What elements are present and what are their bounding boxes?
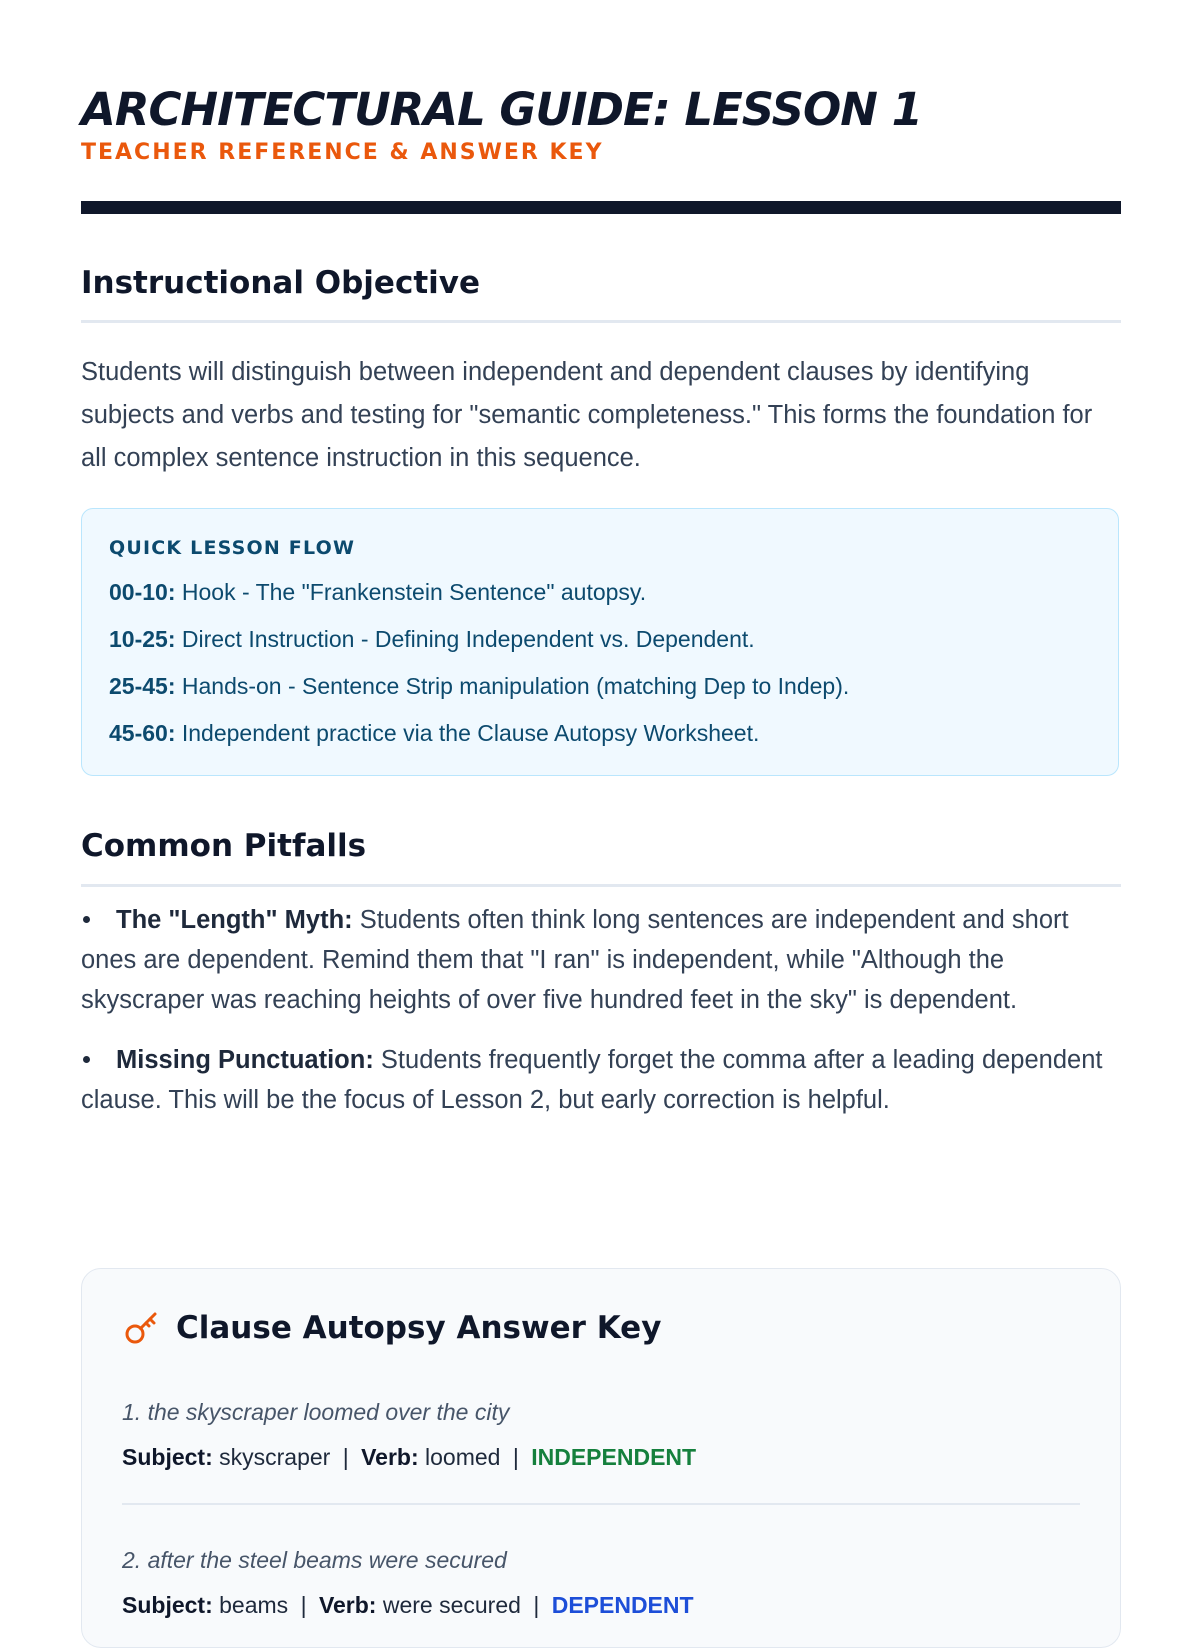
verb-label: Verb: bbox=[318, 1592, 377, 1618]
lesson-flow-text: Independent practice via the Clause Autopsy Worksheet. bbox=[181, 720, 760, 746]
list-item bbox=[81, 1040, 1121, 1120]
list-item bbox=[81, 900, 1121, 1020]
lesson-flow-item bbox=[109, 673, 849, 700]
pitfalls-divider bbox=[81, 884, 1121, 887]
answer-item bbox=[122, 1399, 1080, 1471]
separator: | bbox=[300, 1592, 307, 1618]
answer-key-card bbox=[81, 1268, 1121, 1648]
header-divider bbox=[81, 201, 1121, 214]
pitfalls-list bbox=[81, 900, 1121, 1140]
lesson-flow-item bbox=[109, 720, 759, 747]
pitfall-text: Students frequently forget the comma after a leading dependent clause. This will be the focus of Lesson 2, but early correction is helpful. bbox=[81, 1046, 1103, 1114]
bullet-icon bbox=[83, 916, 90, 923]
subject-value: beams bbox=[219, 1592, 289, 1618]
answer-item bbox=[122, 1547, 1080, 1619]
lesson-flow-time: 25-45: bbox=[109, 673, 176, 699]
answer-analysis bbox=[122, 1592, 1080, 1619]
subject-value: skyscraper bbox=[219, 1444, 331, 1470]
pitfall-term: Missing Punctuation: bbox=[116, 1046, 374, 1074]
lesson-flow-text: Direct Instruction - Defining Independent vs. Dependent. bbox=[181, 626, 755, 652]
objective-text: Students will distinguish between independent and dependent clauses by identifying subjects and verbs and testing for "semantic completeness." This forms the foundation for all complex sentence instruction in this sequence. bbox=[81, 358, 1093, 472]
lesson-flow-box bbox=[81, 508, 1119, 776]
separator: | bbox=[533, 1592, 540, 1618]
lesson-flow-text: Hook - The "Frankenstein Sentence" autopsy. bbox=[181, 579, 647, 605]
verb-value: loomed bbox=[425, 1444, 501, 1470]
objective-divider bbox=[81, 320, 1121, 323]
lesson-flow-time: 45-60: bbox=[109, 720, 176, 746]
objective-heading: Instructional Objective bbox=[81, 265, 481, 301]
page-subtitle: TEACHER REFERENCE & ANSWER KEY bbox=[81, 140, 604, 165]
verdict-badge: INDEPENDENT bbox=[531, 1444, 697, 1470]
pitfall-term: The "Length" Myth: bbox=[116, 906, 353, 934]
answer-sentence: 1. the skyscraper loomed over the city bbox=[122, 1399, 510, 1425]
key-icon bbox=[122, 1309, 160, 1347]
answer-sentence: 2. after the steel beams were secured bbox=[122, 1547, 507, 1573]
answer-key-title: Clause Autopsy Answer Key bbox=[176, 1310, 662, 1346]
lesson-flow-time: 10-25: bbox=[109, 626, 176, 652]
lesson-flow-time: 00-10: bbox=[109, 579, 176, 605]
bullet-icon bbox=[83, 1056, 90, 1063]
answer-analysis bbox=[122, 1444, 1080, 1471]
subject-label: Subject: bbox=[122, 1592, 213, 1618]
answer-divider bbox=[122, 1503, 1080, 1505]
verdict-badge: DEPENDENT bbox=[551, 1592, 694, 1618]
answer-key-header bbox=[122, 1309, 661, 1347]
pitfalls-heading: Common Pitfalls bbox=[81, 828, 367, 864]
lesson-flow-text: Hands-on - Sentence Strip manipulation (matching Dep to Indep). bbox=[181, 673, 850, 699]
lesson-flow-label: QUICK LESSON FLOW bbox=[109, 537, 356, 559]
verb-label: Verb: bbox=[361, 1444, 419, 1470]
page-title: ARCHITECTURAL GUIDE: LESSON 1 bbox=[81, 83, 922, 136]
lesson-flow-item bbox=[109, 626, 755, 653]
separator: | bbox=[342, 1444, 349, 1470]
pitfall-text: Students often think long sentences are independent and short ones are dependent. Remind them that "I ran" is independent, while "Although the skyscraper was reaching heights of over five hundred feet in the sky" is dependent. bbox=[81, 906, 1069, 1014]
verb-value: were secured bbox=[382, 1592, 521, 1618]
separator: | bbox=[512, 1444, 519, 1470]
lesson-flow-item bbox=[109, 579, 646, 606]
header bbox=[81, 82, 1121, 168]
subject-label: Subject: bbox=[122, 1444, 213, 1470]
